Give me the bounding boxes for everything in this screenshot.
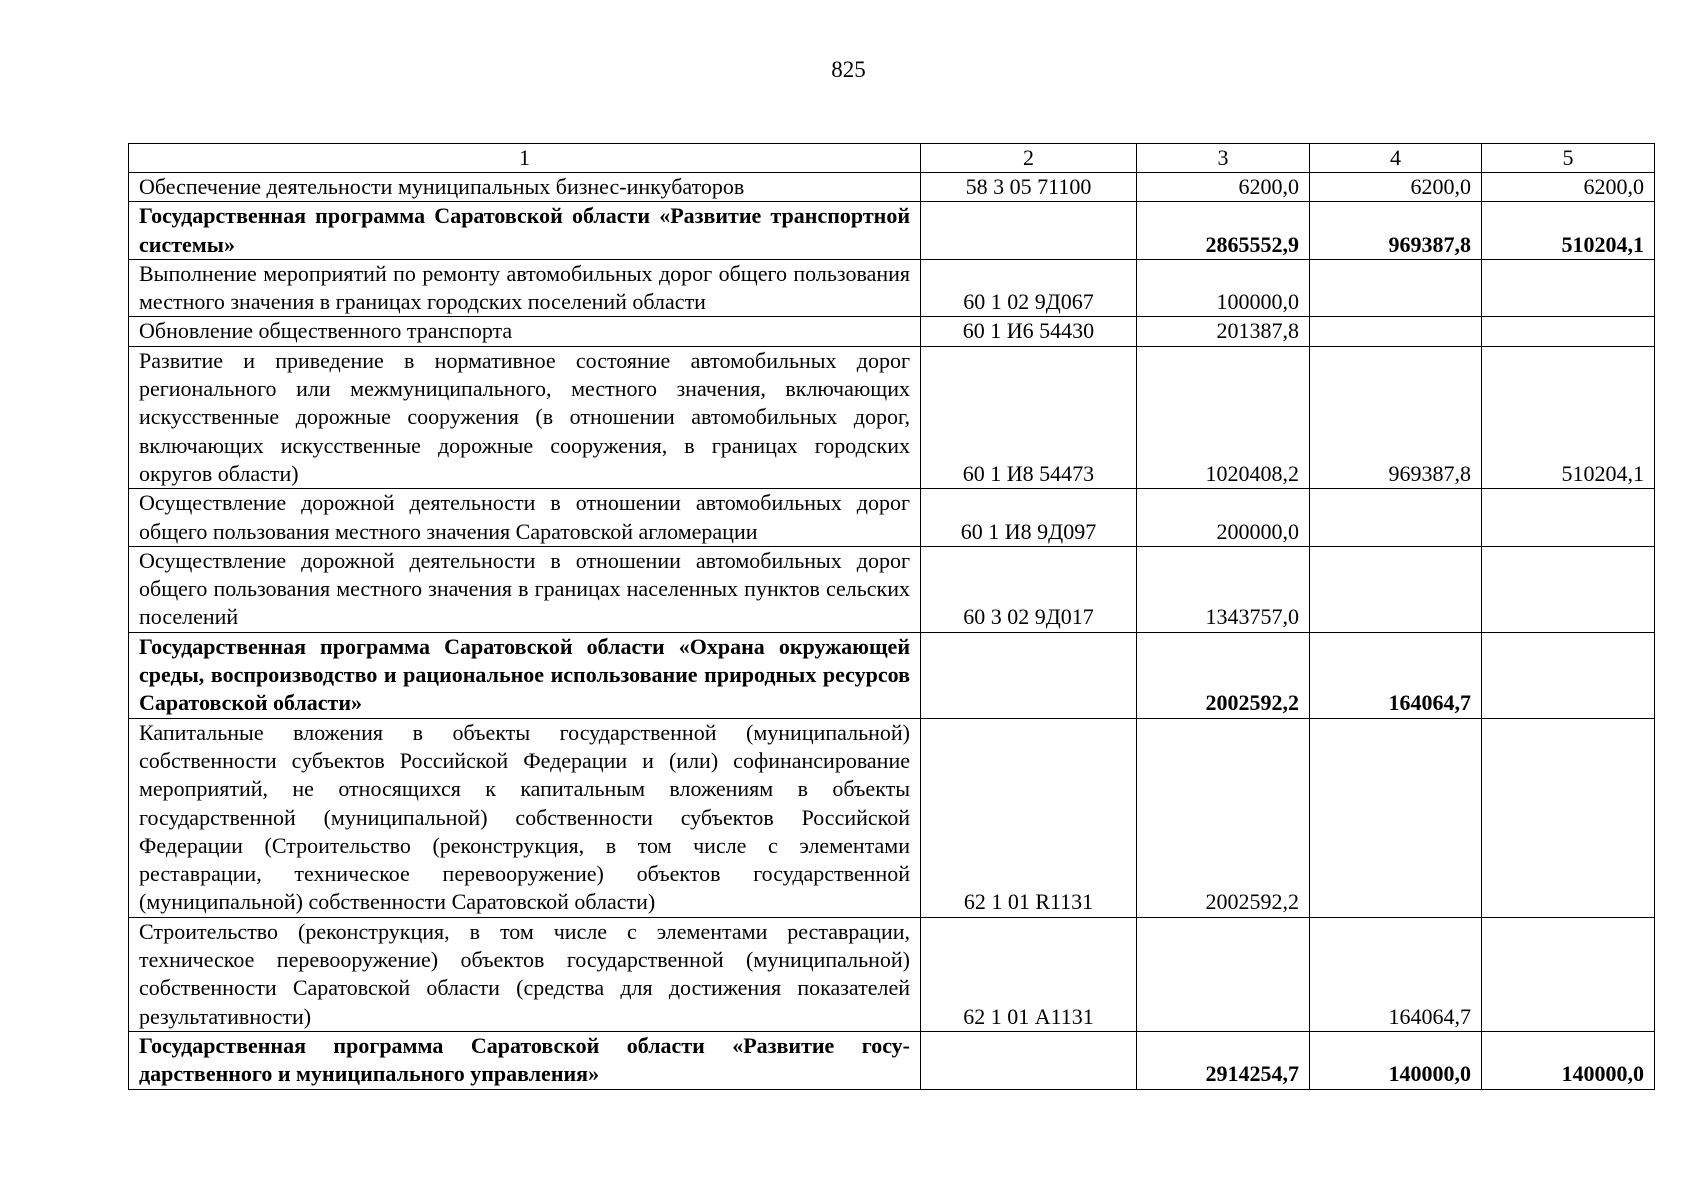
amount-cell-4 (1310, 546, 1482, 632)
amount-cell-5 (1482, 317, 1655, 346)
amount-cell-5 (1482, 489, 1655, 547)
budget-code-cell (921, 1031, 1137, 1089)
budget-table (128, 143, 1655, 1090)
item-name-cell: Обновление общественного транспорта (129, 317, 921, 346)
amount-cell-4 (1310, 259, 1482, 317)
budget-code-cell: 60 1 02 9Д067 (921, 259, 1137, 317)
column-header: 2 (921, 144, 1137, 173)
item-name-cell: Государственная программа Саратовской области «Развитие транспортной системы» (129, 202, 921, 260)
item-name-cell: Обеспечение деятельности муниципальных бизнес-инкубаторов (129, 173, 921, 202)
column-header: 1 (129, 144, 921, 173)
budget-code-cell: 60 1 И8 9Д097 (921, 489, 1137, 547)
amount-cell-3: 1020408,2 (1137, 346, 1310, 488)
amount-cell-3: 2002592,2 (1137, 632, 1310, 718)
program-row (129, 632, 1655, 718)
program-row (129, 1031, 1655, 1089)
item-name-cell: Осуществление дорожной деятельности в отношении автомобильных дорог общего пользования местного значения в границах населенных пунктов сельских поселений (129, 546, 921, 632)
table-row (129, 317, 1655, 346)
column-header: 4 (1310, 144, 1482, 173)
amount-cell-5 (1482, 917, 1655, 1031)
budget-code-cell (921, 632, 1137, 718)
table-row (129, 546, 1655, 632)
budget-table-body (129, 144, 1655, 1090)
item-name-cell: Государственная программа Саратовской области «Развитие государственного и муниципального управления» (129, 1031, 921, 1089)
item-name-cell: Государственная программа Саратовской области «Охрана окружающей среды, воспроизводство и рациональное использование природных ресурсов Саратовской области» (129, 632, 921, 718)
item-name-cell: Капитальные вложения в объекты государственной (муниципальной) собственности субъектов Российской Федерации и (или) софинансирование мероприятий, не относящихся к капитальным вложениям в объекты государственной (муниципальной) собственности субъектов Российской Федерации (Строительство (реконструкция, в том числе с элементами реставрации, техническое перевооружение) объектов государственной (муниципальной) собственности Саратовской области) (129, 718, 921, 917)
amount-cell-3: 200000,0 (1137, 489, 1310, 547)
amount-cell-4: 969387,8 (1310, 346, 1482, 488)
amount-cell-5 (1482, 632, 1655, 718)
budget-code-cell: 60 1 И8 54473 (921, 346, 1137, 488)
amount-cell-3: 100000,0 (1137, 259, 1310, 317)
amount-cell-3: 2865552,9 (1137, 202, 1310, 260)
amount-cell-5 (1482, 718, 1655, 917)
amount-cell-5: 510204,1 (1482, 346, 1655, 488)
budget-code-cell: 60 1 И6 54430 (921, 317, 1137, 346)
table-row (129, 489, 1655, 547)
table-row (129, 173, 1655, 202)
amount-cell-4: 6200,0 (1310, 173, 1482, 202)
amount-cell-4 (1310, 489, 1482, 547)
budget-code-cell (921, 202, 1137, 260)
budget-code-cell: 58 3 05 71100 (921, 173, 1137, 202)
table-row (129, 259, 1655, 317)
table-row (129, 346, 1655, 488)
amount-cell-3: 2914254,7 (1137, 1031, 1310, 1089)
amount-cell-4: 140000,0 (1310, 1031, 1482, 1089)
table-row (129, 917, 1655, 1031)
item-name-cell: Строительство (реконструкция, в том числе с элементами реставрации, техническое перевооружение) объектов государственной (муниципальной) собственности Саратовской области (средства для достижения показателей результативности) (129, 917, 921, 1031)
amount-cell-4 (1310, 718, 1482, 917)
program-row (129, 202, 1655, 260)
item-name-cell: Развитие и приведение в нормативное состояние автомобильных дорог регионального или межмуниципального, местного значения, включающих искусственные дорожные сооружения (в отношении автомобильных дорог, включающих искусственные дорожные сооружения, в границах городских округов области) (129, 346, 921, 488)
column-header: 5 (1482, 144, 1655, 173)
amount-cell-5 (1482, 546, 1655, 632)
item-name-cell: Выполнение мероприятий по ремонту автомобильных дорог общего пользования местного значения в границах городских поселений области (129, 259, 921, 317)
amount-cell-4: 164064,7 (1310, 632, 1482, 718)
amount-cell-5: 6200,0 (1482, 173, 1655, 202)
item-name-cell: Осуществление дорожной деятельности в отношении автомобильных дорог общего пользования местного значения Саратовской агломерации (129, 489, 921, 547)
budget-code-cell: 62 1 01 R1131 (921, 718, 1137, 917)
column-number-row (129, 144, 1655, 173)
amount-cell-3: 2002592,2 (1137, 718, 1310, 917)
budget-code-cell: 60 3 02 9Д017 (921, 546, 1137, 632)
amount-cell-5 (1482, 259, 1655, 317)
amount-cell-3: 1343757,0 (1137, 546, 1310, 632)
page-number: 825 (831, 57, 866, 82)
amount-cell-4 (1310, 317, 1482, 346)
amount-cell-4: 969387,8 (1310, 202, 1482, 260)
amount-cell-5: 140000,0 (1482, 1031, 1655, 1089)
amount-cell-5: 510204,1 (1482, 202, 1655, 260)
amount-cell-3: 6200,0 (1137, 173, 1310, 202)
amount-cell-3 (1137, 917, 1310, 1031)
amount-cell-3: 201387,8 (1137, 317, 1310, 346)
budget-code-cell: 62 1 01 А1131 (921, 917, 1137, 1031)
table-row (129, 718, 1655, 917)
column-header: 3 (1137, 144, 1310, 173)
amount-cell-4: 164064,7 (1310, 917, 1482, 1031)
